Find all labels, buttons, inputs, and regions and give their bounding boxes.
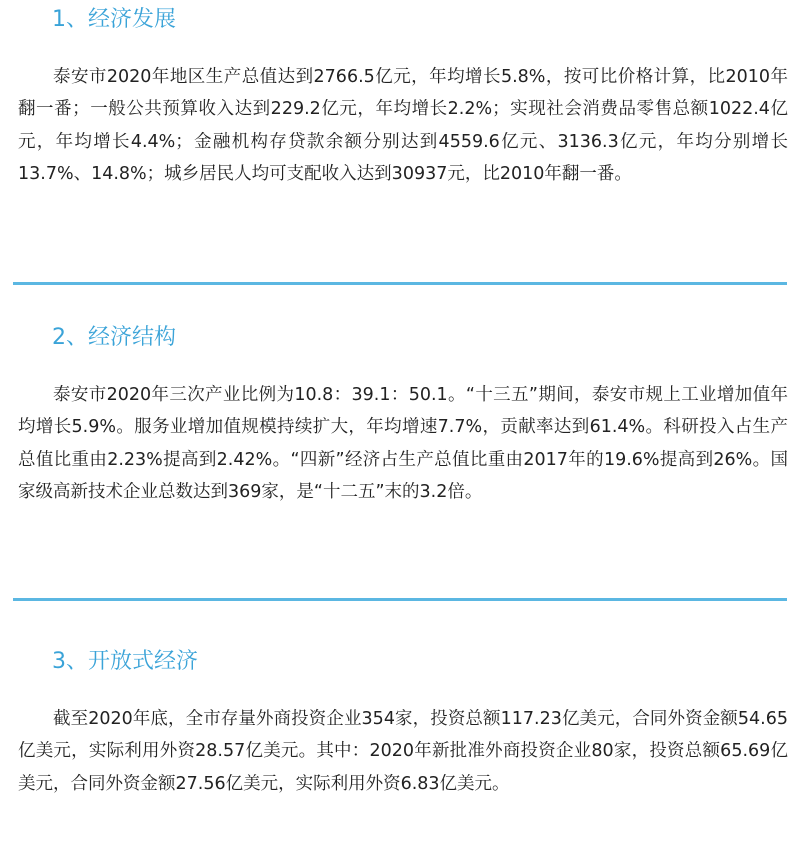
section-divider [13, 282, 787, 285]
section-body: 泰安市2020年三次产业比例为10.8：39.1：50.1。“十三五”期间，泰安市规上工业增加值年均增长5.9%。服务业增加值规模持续扩大，年均增速7.7%，贡献率达到61.4%。科研投入占生产总值比重由2.23%提高到2.42%。“四新”经济占生产总值比重由2017年的19.6%提高到26%。国家级高新技术企业总数达到369家，是“十二五”末的3.2倍。 [18, 385, 788, 503]
section-body: 截至2020年底，全市存量外商投资企业354家，投资总额117.23亿美元，合同外资金额54.65亿美元，实际利用外资28.57亿美元。其中：2020年新批准外商投资企业80家，投资总额65.69亿美元，合同外资金额27.56亿美元，实际利用外资6.83亿美元。 [18, 709, 788, 794]
section-body: 泰安市2020年地区生产总值达到2766.5亿元，年均增长5.8%，按可比价格计算，比2010年翻一番；一般公共预算收入达到229.2亿元，年均增长2.2%；实现社会消费品零售总额1022.4亿元，年均增长4.4%；金融机构存贷款余额分别达到4559.6亿元、3136.3亿元，年均分别增长13.7%、14.8%；城乡居民人均可支配收入达到30937元，比2010年翻一番。 [18, 67, 788, 185]
section-heading: 2、经济结构 [52, 325, 176, 350]
section-divider [13, 598, 787, 601]
section-heading: 1、经济发展 [52, 7, 176, 32]
section-heading: 3、开放式经济 [52, 649, 198, 674]
